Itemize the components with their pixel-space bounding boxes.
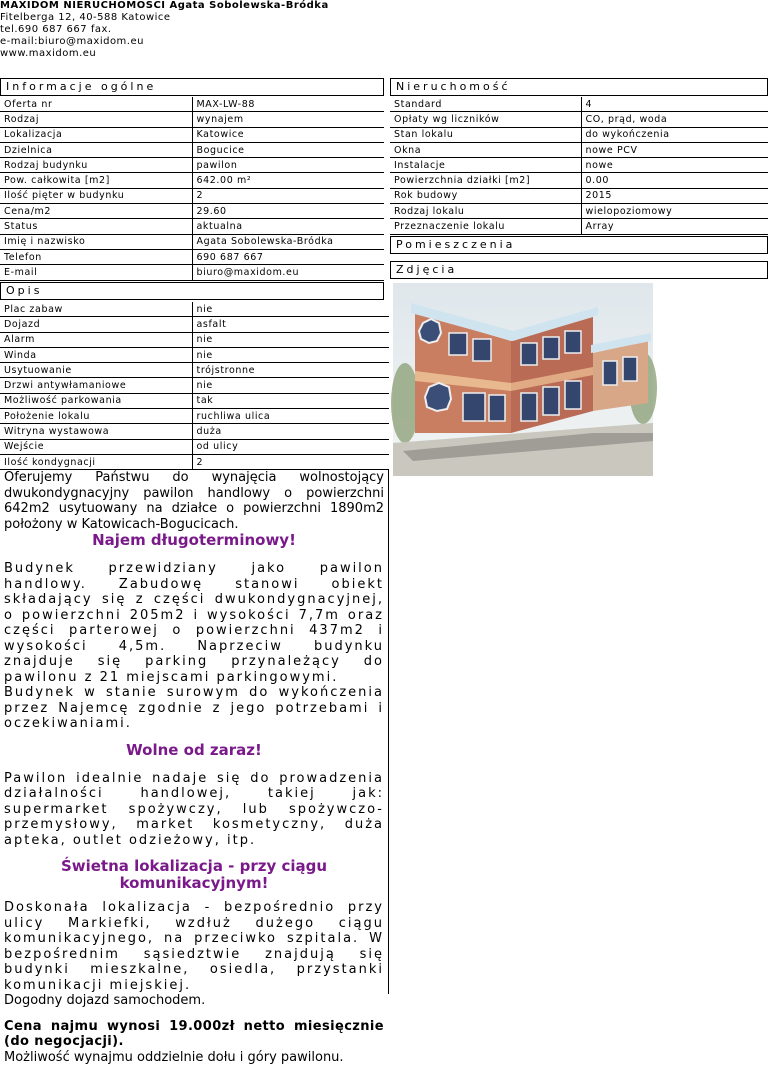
description-building: Budynek przewidziany jako pawilon handlowy. Zabudowę stanowi obiekt składający się z części dwukondygnacyjnej, o powierzchni 205m2 i wysokości 7,7m oraz części parterowej o powierzchni 437m2 i wysokości 4,5m. Naprzeciw budynku znajduje się parking przynależący do pawilonu z 21 miejscami parkingowymi. — [0, 561, 388, 685]
field-value: Array — [581, 219, 768, 234]
description-split: Możliwość wynajmu oddzielnie dołu i góry pawilonu. — [0, 1050, 388, 1065]
description-condition: Budynek w stanie surowym do wykończenia przez Najemcę zgodnie z jego potrzebami i oczekiwaniami. — [0, 685, 388, 732]
property-row — [390, 127, 768, 142]
field-label: Plac zabaw — [0, 302, 192, 317]
field-value: nowe PCV — [581, 142, 768, 157]
general-info-table — [0, 97, 384, 281]
field-label: Pow. całkowita [m2] — [0, 173, 192, 188]
field-label: Cena/m2 — [0, 204, 192, 219]
property-row — [390, 188, 768, 203]
property-row — [390, 97, 768, 112]
headline-long-term: Najem długoterminowy! — [0, 532, 388, 549]
feature-row — [0, 409, 389, 424]
description-access: Dogodny dojazd samochodem. — [0, 993, 388, 1009]
section-photos-header: Zdjęcia — [390, 261, 768, 279]
section-rooms-header: Pomieszczenia — [390, 236, 768, 254]
field-label: Rodzaj budynku — [0, 158, 192, 173]
field-value: 0.00 — [581, 173, 768, 188]
field-label: Winda — [0, 347, 192, 362]
field-value: nie — [192, 347, 389, 362]
field-label: Okna — [390, 142, 581, 157]
field-label: Oferta nr — [0, 97, 192, 112]
field-label: Możliwość parkowania — [0, 393, 192, 408]
general-row — [0, 188, 384, 203]
field-value: wynajem — [192, 112, 384, 127]
agency-name: MAXIDOM NIERUCHOMOŚCI Agata Sobolewska-Bródka — [0, 0, 329, 12]
general-row — [0, 204, 384, 219]
headline-location: Świetna lokalizacja - przy ciągu komunikacyjnym! — [30, 858, 358, 892]
field-value: CO, prąd, woda — [581, 112, 768, 127]
property-row — [390, 142, 768, 157]
field-value: aktualna — [192, 219, 384, 234]
description-usage: Pawilon idealnie nadaje się do prowadzenia działalności handlowej, takiej jak: supermarket spożywczy, lub spożywczo-przemysłowy, market kosmetyczny, duża apteka, outlet odzieżowy, itp. — [0, 771, 388, 849]
field-value: 642.00 m² — [192, 173, 384, 188]
general-row — [0, 173, 384, 188]
section-general-header: Informacje ogólne — [0, 78, 384, 96]
section-description-header: Opis — [0, 282, 384, 300]
field-label: Ilość pięter w budynku — [0, 188, 192, 203]
field-value: nie — [192, 332, 389, 347]
agency-address: Fitelberga 12, 40-588 Katowice — [0, 12, 329, 24]
field-label: Usytuowanie — [0, 363, 192, 378]
field-label: Witryna wystawowa — [0, 424, 192, 439]
field-label: Ilość kondygnacji — [0, 454, 192, 469]
property-row — [390, 158, 768, 173]
property-row — [390, 173, 768, 188]
feature-row — [0, 393, 389, 408]
description-location: Doskonała lokalizacja - bezpośrednio przy ulicy Markiefki, wzdłuż dużego ciągu komunikacyjnego, na przeciwko szpitala. W bezpośrednim sąsiedztwie znajdują się budynki mieszkalne, osiedla, przystanki komunikacji miejskiej. — [0, 900, 388, 993]
field-value: ruchliwa ulica — [192, 409, 389, 424]
field-value: nowe — [581, 158, 768, 173]
field-value: nie — [192, 378, 389, 393]
field-value: od ulicy — [192, 439, 389, 454]
field-value: MAX-LW-88 — [192, 97, 384, 112]
field-label: Alarm — [0, 332, 192, 347]
field-value: wielopoziomowy — [581, 204, 768, 219]
general-row — [0, 142, 384, 157]
general-row — [0, 234, 384, 249]
field-value: duża — [192, 424, 389, 439]
field-value: Katowice — [192, 127, 384, 142]
section-property-header: Nieruchomość — [390, 78, 768, 96]
field-label: Dzielnica — [0, 142, 192, 157]
agency-www: www.maxidom.eu — [0, 48, 329, 60]
field-label: Przeznaczenie lokalu — [390, 219, 581, 234]
field-label: Status — [0, 219, 192, 234]
field-label: Lokalizacja — [0, 127, 192, 142]
field-value: tak — [192, 393, 389, 408]
description-intro: Oferujemy Państwu do wynajęcia wolnostojący dwukondygnacyjny pawilon handlowy o powierzchni 642m2 usytuowany na działce o powierzchni 1890m2 położony w Katowicach-Bogucicach. — [0, 470, 388, 532]
feature-row — [0, 439, 389, 454]
field-value: 2 — [192, 454, 389, 469]
field-value: 29.60 — [192, 204, 384, 219]
field-label: Dojazd — [0, 317, 192, 332]
agency-email: e-mail:biuro@maxidom.eu — [0, 36, 329, 48]
property-photo[interactable] — [393, 283, 653, 476]
feature-row — [0, 363, 389, 378]
feature-row — [0, 302, 389, 317]
agency-header — [0, 0, 329, 60]
field-label: Standard — [390, 97, 581, 112]
field-value: asfalt — [192, 317, 389, 332]
field-label: Położenie lokalu — [0, 409, 192, 424]
headline-available: Wolne od zaraz! — [0, 742, 388, 759]
property-row — [390, 112, 768, 127]
field-label: Stan lokalu — [390, 127, 581, 142]
field-label: E-mail — [0, 265, 192, 280]
field-value: pawilon — [192, 158, 384, 173]
general-row — [0, 249, 384, 264]
field-value: 4 — [581, 97, 768, 112]
general-row — [0, 127, 384, 142]
property-row — [390, 204, 768, 219]
field-value: do wykończenia — [581, 127, 768, 142]
general-row — [0, 112, 384, 127]
feature-row — [0, 424, 389, 439]
features-table — [0, 302, 389, 470]
general-row — [0, 265, 384, 280]
feature-row — [0, 347, 389, 362]
feature-row — [0, 332, 389, 347]
property-row — [390, 219, 768, 234]
field-label: Rodzaj lokalu — [390, 204, 581, 219]
field-value: nie — [192, 302, 389, 317]
field-label: Drzwi antywłamaniowe — [0, 378, 192, 393]
description-price: Cena najmu wynosi 19.000zł netto miesięcznie (do negocjacji). — [0, 1019, 388, 1050]
field-value: 2 — [192, 188, 384, 203]
field-label: Imię i nazwisko — [0, 234, 192, 249]
agency-phone: tel.690 687 667 fax. — [0, 24, 329, 36]
field-value: 2015 — [581, 188, 768, 203]
field-label: Instalacje — [390, 158, 581, 173]
feature-row — [0, 317, 389, 332]
description-text — [0, 470, 389, 994]
field-label: Wejście — [0, 439, 192, 454]
property-table — [390, 97, 768, 235]
field-label: Rodzaj — [0, 112, 192, 127]
field-value: trójstronne — [192, 363, 389, 378]
field-label: Powierzchnia działki [m2] — [390, 173, 581, 188]
general-row — [0, 97, 384, 112]
field-label: Rok budowy — [390, 188, 581, 203]
field-value: 690 687 667 — [192, 249, 384, 264]
field-label: Opłaty wg liczników — [390, 112, 581, 127]
field-label: Telefon — [0, 249, 192, 264]
field-value: Agata Sobolewska-Bródka — [192, 234, 384, 249]
feature-row — [0, 454, 389, 469]
field-value: biuro@maxidom.eu — [192, 265, 384, 280]
feature-row — [0, 378, 389, 393]
general-row — [0, 219, 384, 234]
general-row — [0, 158, 384, 173]
field-value: Bogucice — [192, 142, 384, 157]
